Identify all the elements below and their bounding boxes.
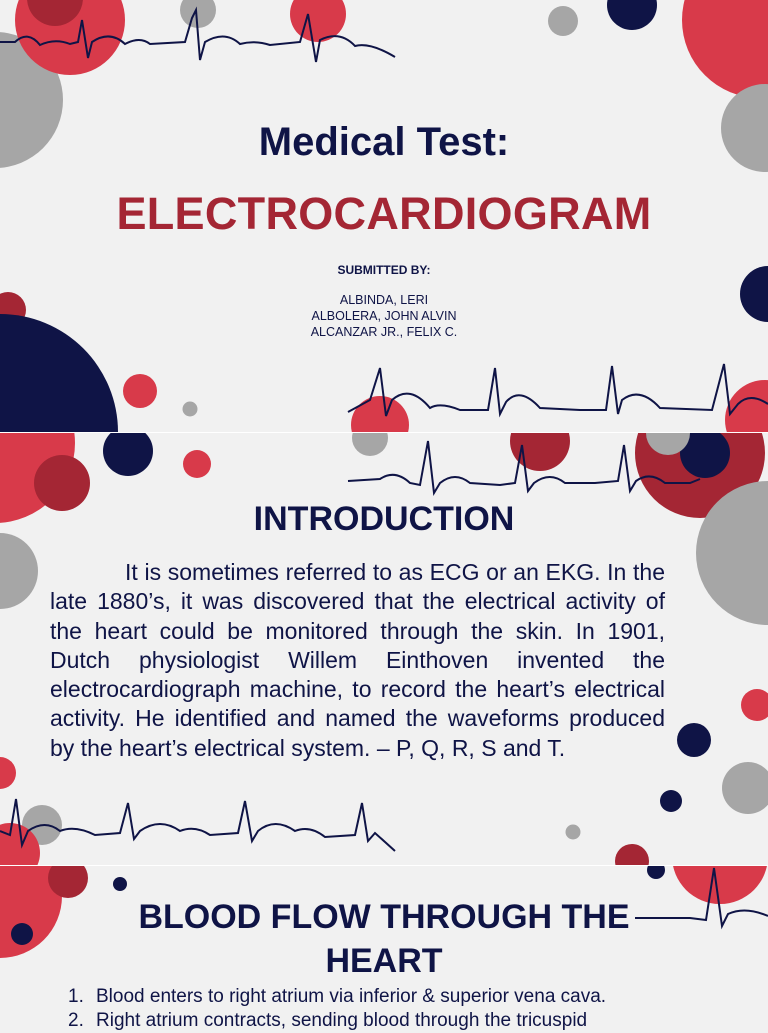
- list-item: [68, 1009, 708, 1033]
- title-slide: [0, 0, 768, 432]
- step-text: Blood enters to right atrium via inferior & superior vena cava.: [96, 986, 607, 1007]
- author-list: [0, 292, 768, 340]
- blood-flow-steps: [68, 985, 708, 1033]
- list-item: [68, 985, 708, 1009]
- step-text: Right atrium contracts, sending blood through the tricuspid: [96, 1010, 588, 1031]
- blood-flow-heading: BLOOD FLOW THROUGH THE HEART: [138, 898, 630, 980]
- step-number: 1.: [68, 986, 84, 1007]
- title-line-1: Medical Test:: [258, 120, 510, 164]
- submitted-by-label: SUBMITTED BY:: [337, 263, 431, 277]
- introduction-paragraph: [50, 558, 665, 763]
- introduction-heading: INTRODUCTION: [253, 500, 515, 538]
- title-line-2: ELECTROCARDIOGRAM: [116, 188, 652, 239]
- author-name: ALCANZAR JR., FELIX C.: [310, 325, 458, 339]
- author-name: ALBINDA, LERI: [339, 293, 429, 307]
- author-name: ALBOLERA, JOHN ALVIN: [311, 309, 457, 323]
- step-number: 2.: [68, 1010, 84, 1031]
- introduction-body: It is sometimes referred to as ECG or an EKG. In the late 1880’s, it was discovered that the electrical activity of the heart could be monitored through the skin. In 1901, Dutch physiologist Willem Einthoven invented the electrocardiograph machine, to record the heart’s electrical activity. He identified and named the waveforms produced by the heart’s electrical system. – P, Q, R, S and T.: [50, 559, 665, 761]
